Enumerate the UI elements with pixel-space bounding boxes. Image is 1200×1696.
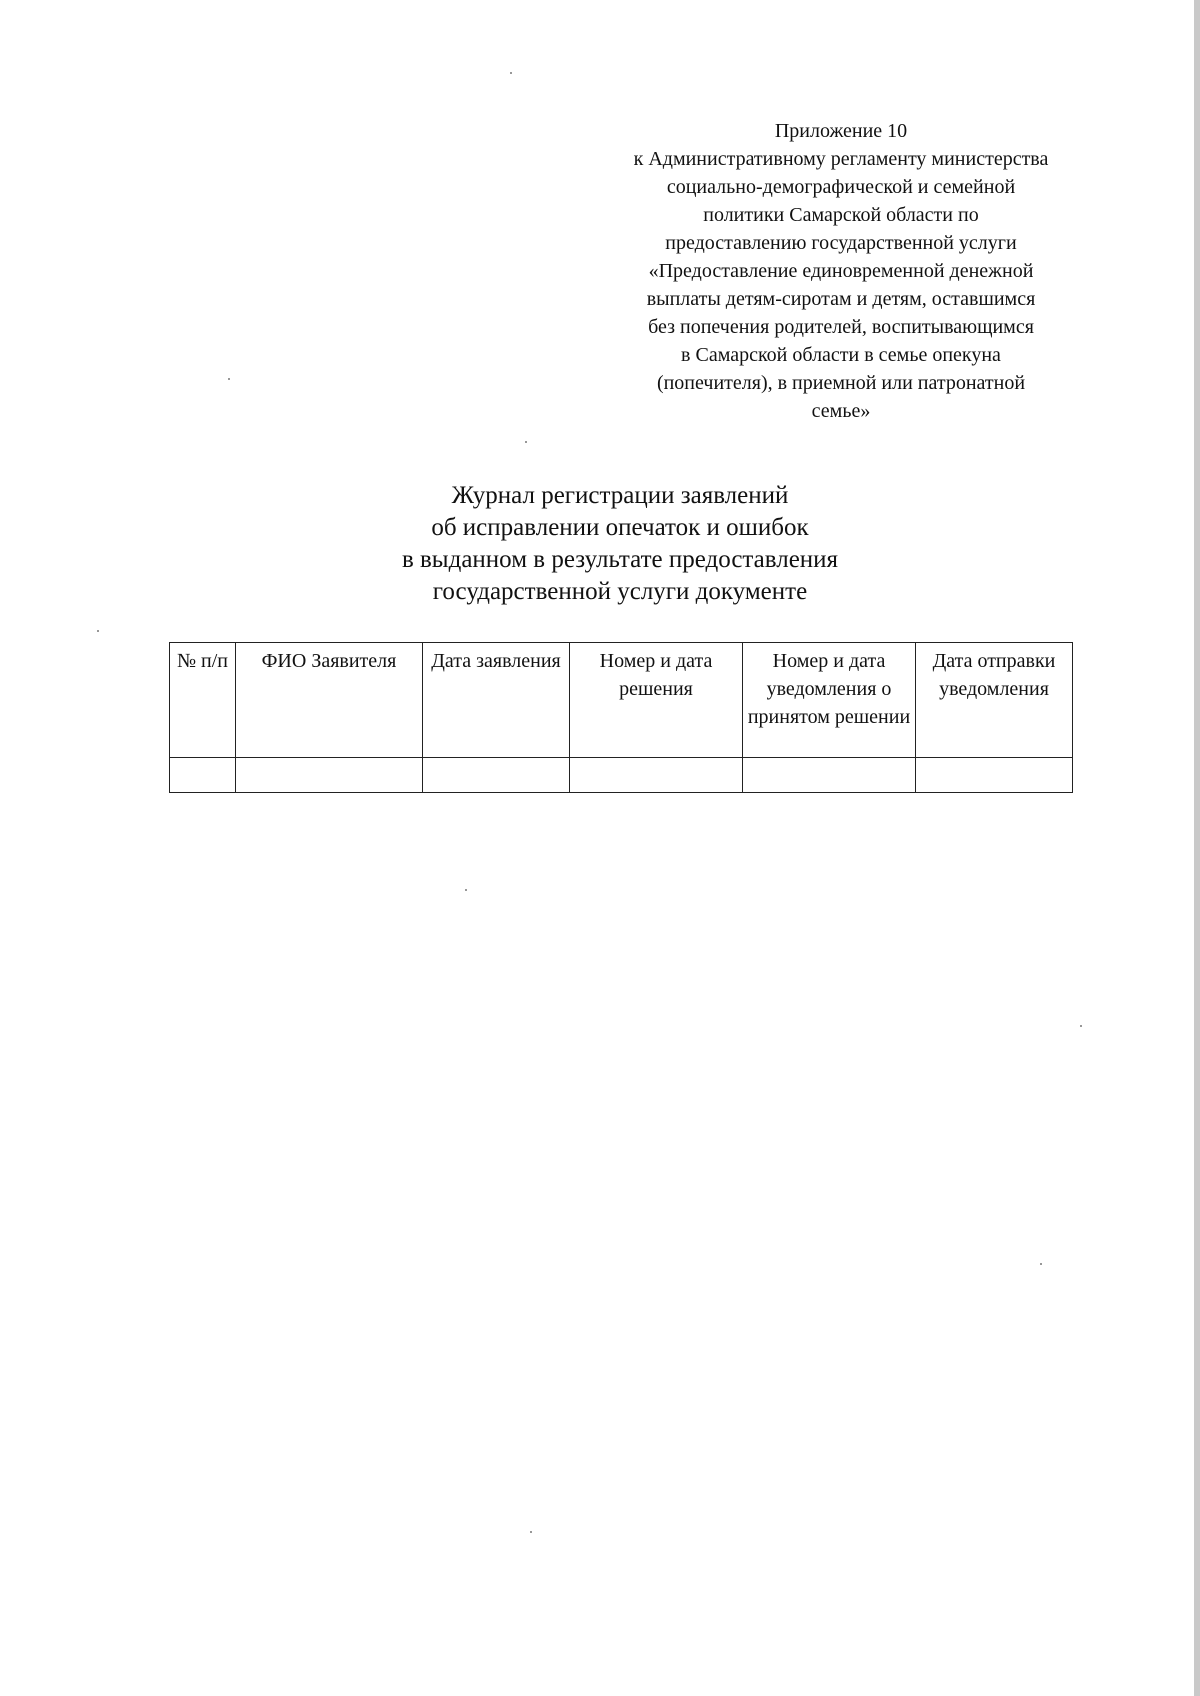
appendix-line: семье»: [811, 400, 871, 422]
column-header-applicant-name: ФИО Заявителя: [236, 643, 423, 758]
registration-table: [169, 642, 1073, 793]
scan-speck: [465, 889, 467, 891]
scan-speck: [525, 441, 527, 443]
journal-title-line: государственной услуги документе: [432, 578, 808, 605]
scan-speck: [1040, 1263, 1042, 1265]
column-header-notification-send-date: Дата отправки уведомления: [916, 643, 1073, 758]
scan-speck: [530, 1531, 532, 1533]
scan-speck: [1080, 1025, 1082, 1027]
column-header-application-date: Дата заявления: [423, 643, 570, 758]
scan-speck: [228, 378, 230, 380]
appendix-line: Приложение 10: [774, 120, 908, 142]
journal-title-line: об исправлении опечаток и ошибок: [431, 514, 809, 541]
table-cell: [423, 758, 570, 793]
journal-title-line: в выданном в результате предоставления: [401, 546, 839, 573]
table-cell: [236, 758, 423, 793]
table-cell: [570, 758, 743, 793]
column-header-decision-number-date: Номер и дата решения: [570, 643, 743, 758]
table-cell: [170, 758, 236, 793]
appendix-line: социально-демографической и семейной: [666, 176, 1016, 198]
appendix-line: к Административному регламенту министерства: [633, 148, 1049, 170]
scan-speck: [97, 630, 99, 632]
appendix-line: выплаты детям-сиротам и детям, оставшимся: [646, 288, 1036, 310]
scan-edge-shadow: [1194, 0, 1200, 1696]
table-row: [170, 758, 1073, 793]
appendix-header: [598, 117, 1084, 425]
journal-title: [300, 480, 940, 608]
appendix-line: без попечения родителей, воспитывающимся: [648, 316, 1034, 338]
appendix-line: (попечителя), в приемной или патронатной: [656, 372, 1026, 394]
journal-title-line: Журнал регистрации заявлений: [451, 482, 789, 509]
scan-speck: [510, 72, 512, 74]
table-cell: [916, 758, 1073, 793]
column-header-notification-number-date: Номер и дата уведомления о принятом решении: [743, 643, 916, 758]
appendix-line: в Самарской области в семье опекуна: [681, 344, 1001, 366]
appendix-line: предоставлению государственной услуги: [665, 232, 1017, 254]
appendix-line: «Предоставление единовременной денежной: [648, 260, 1034, 282]
table-header-row: [170, 643, 1073, 758]
appendix-line: политики Самарской области по: [703, 204, 979, 226]
table-cell: [743, 758, 916, 793]
column-header-number: № п/п: [170, 643, 236, 758]
